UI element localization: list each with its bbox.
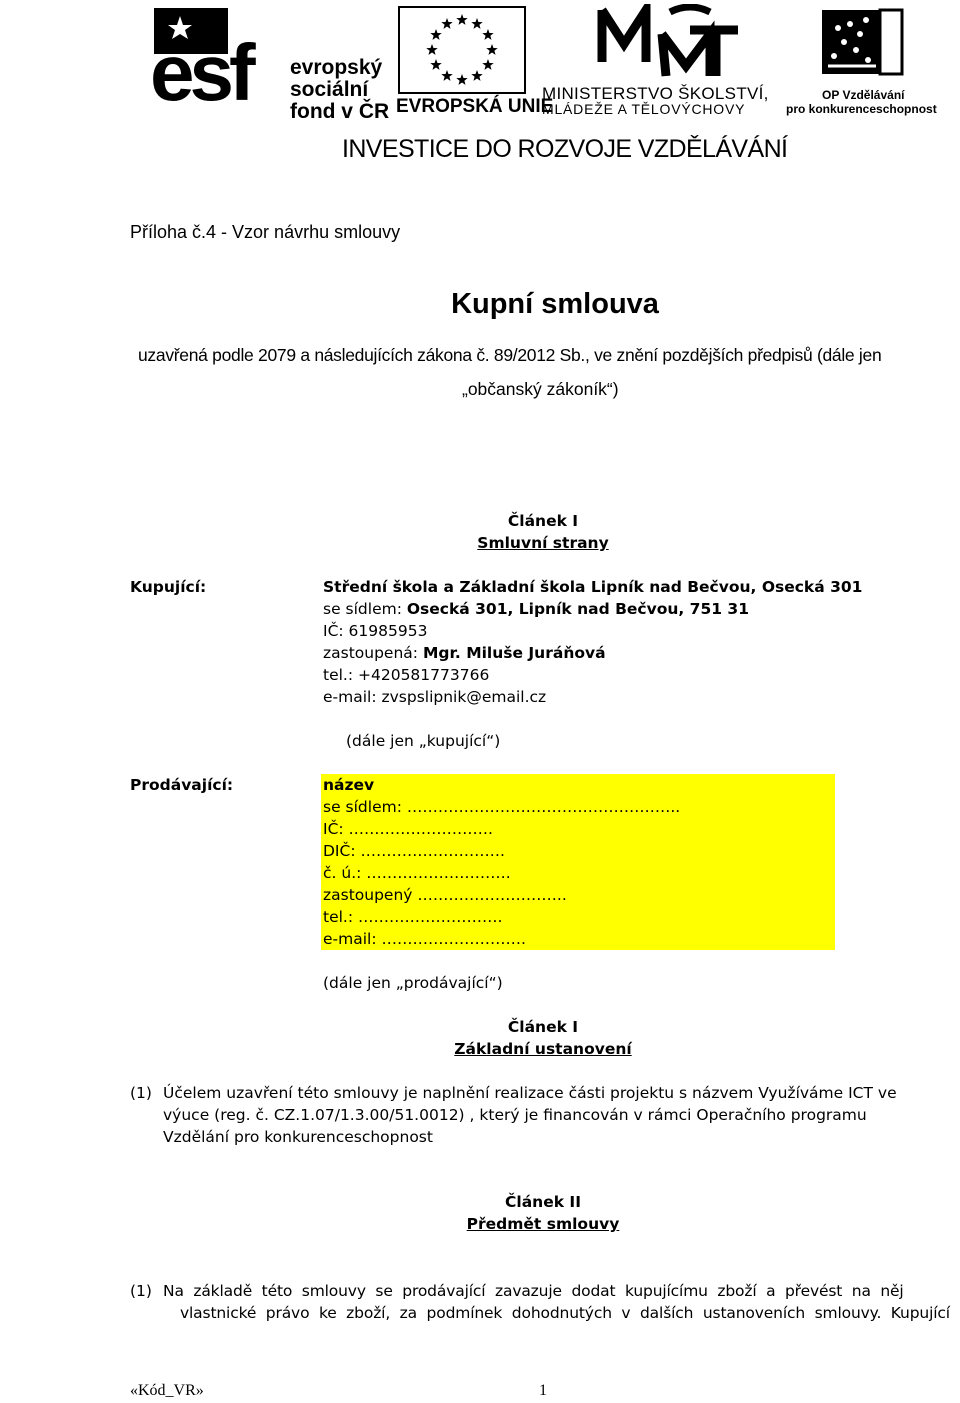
esf-logo-text: esf — [150, 28, 251, 117]
esf-logo — [150, 6, 390, 123]
seller-rep: zastoupený ……………………….. — [323, 886, 567, 904]
buyer-email: e-mail: zvspslipnik@email.cz — [323, 688, 547, 706]
buyer-ic: IČ: 61985953 — [323, 622, 428, 640]
article-1b-p1 — [163, 1082, 897, 1148]
msmt-logo — [540, 4, 780, 116]
buyer-rep-label: zastoupená: — [323, 644, 423, 662]
document-title: Kupní smlouva — [451, 288, 659, 320]
article-2-heading: Článek II — [505, 1193, 581, 1211]
article-1b-p1-line-3: Vzdělání pro konkurenceschopnost — [163, 1128, 433, 1146]
subtitle-line-1: uzavřená podle 2079 a následujících zákona č. 89/2012 Sb., ve znění pozdějších předpisů (dále jen — [138, 345, 882, 365]
article-1b-heading: Článek I — [507, 1018, 579, 1036]
op-line-2: pro konkurenceschopnost — [786, 102, 937, 116]
investment-banner: INVESTICE DO ROZVOJE VZDĚLÁVÁNÍ — [342, 135, 788, 163]
seller-email: e-mail: ………………………. — [323, 930, 526, 948]
op-logo — [784, 4, 940, 120]
eu-logo — [396, 6, 554, 118]
buyer-rep — [323, 642, 862, 664]
esf-line-1: evropský — [290, 56, 383, 79]
article-1b-p1-line-1: Účelem uzavření této smlouvy je naplnění realizace části projektu s názvem Využíváme ICT ve — [163, 1084, 897, 1102]
article-1b-title: Základní ustanovení — [454, 1040, 632, 1058]
op-mark-icon — [784, 4, 940, 86]
seller-name: název — [323, 776, 375, 794]
buyer-label: Kupující: — [130, 578, 207, 596]
seller-seat: se sídlem: …………………………………………….. — [323, 798, 681, 816]
seller-account: č. ú.: ………………………. — [323, 864, 511, 882]
subtitle-line-2: „občanský zákoník“) — [462, 379, 619, 399]
seller-tel: tel.: ………………………. — [323, 908, 503, 926]
seller-block — [323, 774, 680, 950]
article-2-title: Předmět smlouvy — [466, 1215, 620, 1233]
page-number: 1 — [539, 1382, 547, 1399]
eu-caption: EVROPSKÁ UNIE — [396, 96, 554, 117]
eu-flag-icon — [398, 6, 526, 94]
buyer-block — [323, 576, 862, 708]
buyer-tel: tel.: +420581773766 — [323, 666, 490, 684]
esf-line-2: sociální — [290, 78, 369, 101]
article-1b-p1-number: (1) — [130, 1084, 152, 1102]
buyer-seat — [323, 598, 862, 620]
buyer-name: Střední škola a Základní škola Lipník nad Bečvou, Osecká 301 — [323, 578, 863, 596]
buyer-alias: (dále jen „kupující“) — [346, 732, 501, 750]
buyer-seat-value: Osecká 301, Lipník nad Bečvou, 751 31 — [406, 600, 749, 618]
buyer-seat-label: se sídlem: — [323, 600, 407, 618]
article-1-heading: Článek I — [507, 512, 579, 530]
article-1b-p1-line-2: výuce (reg. č. CZ.1.07/1.3.00/51.0012) , který je financován v rámci Operačního programu — [163, 1106, 867, 1124]
op-line-1: OP Vzdělávání — [822, 88, 905, 102]
msmt-line-1: MINISTERSTVO ŠKOLSTVÍ, — [542, 84, 769, 103]
article-1-title: Smluvní strany — [477, 534, 609, 552]
article-2-p1-line-1: Na základě této smlouvy se prodávající zavazuje dodat kupujícímu zboží a převést na něj — [163, 1282, 904, 1300]
buyer-rep-value: Mgr. Miluše Juráňová — [422, 644, 606, 662]
footer-code: «Kód_VR» — [130, 1382, 204, 1399]
annex-label: Příloha č.4 - Vzor návrhu smlouvy — [130, 222, 401, 242]
seller-ic: IČ: ………………………. — [323, 820, 493, 838]
article-2-p1-number: (1) — [130, 1282, 152, 1300]
msmt-line-2: MLÁDEŽE A TĚLOVÝCHOVY — [542, 101, 746, 117]
msmt-mark-icon — [540, 4, 780, 78]
article-2-p1-line-2: vlastnické právo ke zboží, za podmínek dohodnutých v dalších ustanoveních smlouvy. Kupující — [180, 1304, 950, 1322]
seller-label: Prodávající: — [130, 776, 234, 794]
seller-dic: DIČ: ………………………. — [323, 842, 505, 860]
esf-line-3: fond v ČR — [290, 100, 390, 123]
seller-alias: (dále jen „prodávající“) — [323, 974, 503, 992]
